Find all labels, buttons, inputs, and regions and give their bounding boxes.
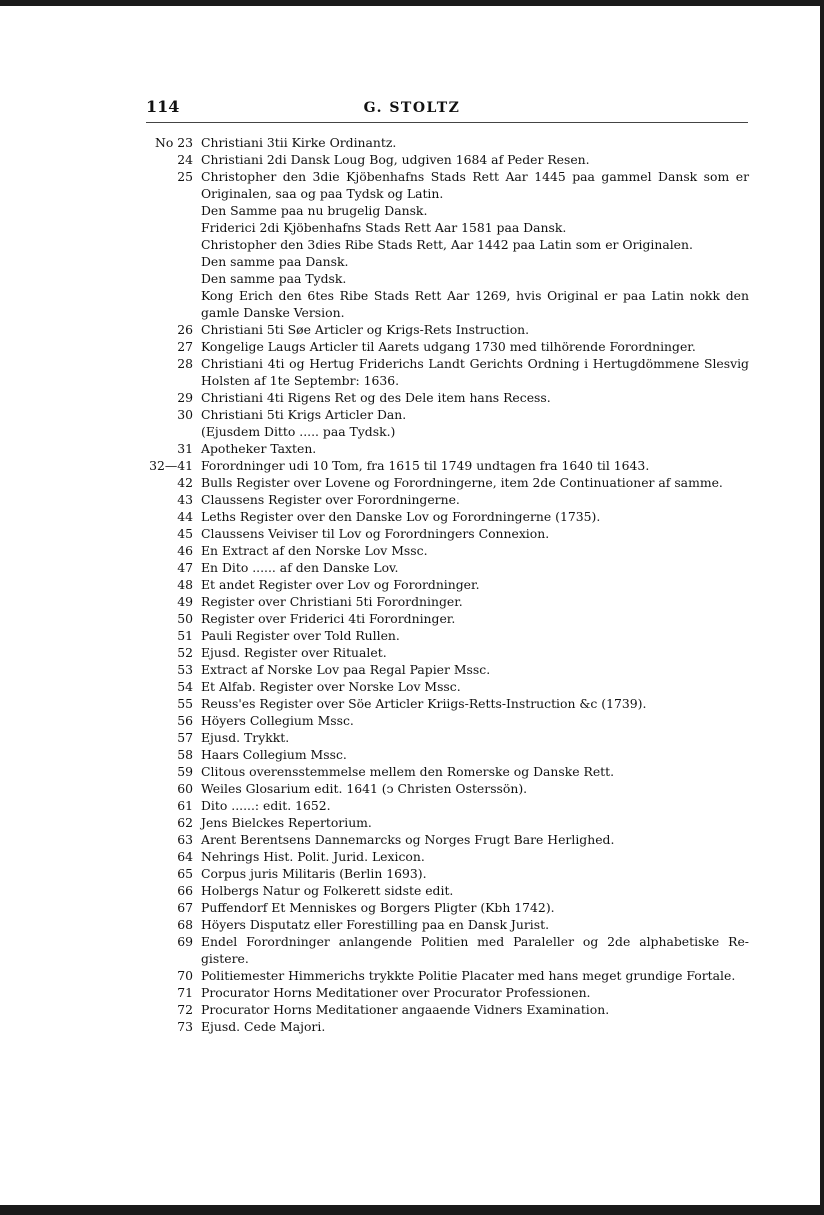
entry-text: Endel Forordninger anlangende Politien med Paraleller og 2de alphabetiske Re- bbox=[201, 934, 749, 949]
entry-text: Nehrings Hist. Polit. Jurid. Lexicon. bbox=[201, 849, 425, 864]
list-item bbox=[0, 355, 824, 372]
list-item bbox=[0, 440, 824, 457]
list-item bbox=[0, 542, 824, 559]
entry-text: Forordninger udi 10 Tom, fra 1615 til 1749 undtagen fra 1640 til 1643. bbox=[201, 458, 650, 473]
entry-number: 55 bbox=[177, 696, 193, 711]
list-item bbox=[0, 967, 824, 984]
entry-text: Procurator Horns Meditationer over Procurator Professionen. bbox=[201, 985, 591, 1000]
entry-list bbox=[0, 134, 824, 1035]
entry-text: Christiani 4ti Rigens Ret og des Dele item hans Recess. bbox=[201, 390, 551, 405]
entry-text: Haars Collegium Mssc. bbox=[201, 747, 347, 762]
entry-number: 73 bbox=[177, 1019, 193, 1034]
list-item bbox=[0, 984, 824, 1001]
entry-text: Friderici 2di Kjöbenhafns Stads Rett Aar 1581 paa Dansk. bbox=[201, 220, 567, 235]
list-item bbox=[0, 627, 824, 644]
entry-number: 28 bbox=[177, 356, 193, 371]
list-item bbox=[0, 610, 824, 627]
list-item bbox=[0, 831, 824, 848]
list-item bbox=[0, 916, 824, 933]
entry-number: 58 bbox=[177, 747, 193, 762]
entry-number: 45 bbox=[177, 526, 193, 541]
list-item bbox=[0, 321, 824, 338]
entry-text: Christiani 5ti Krigs Articler Dan. bbox=[201, 407, 407, 422]
entry-text: Christiani 5ti Søe Articler og Krigs-Rets Instruction. bbox=[201, 322, 530, 337]
list-item bbox=[0, 151, 824, 168]
entry-text: Christiani 3tii Kirke Ordinantz. bbox=[201, 135, 397, 150]
entry-number: 48 bbox=[177, 577, 193, 592]
scan-border-top bbox=[0, 0, 824, 6]
list-item bbox=[0, 185, 824, 202]
list-item bbox=[0, 168, 824, 185]
entry-text: Holbergs Natur og Folkerett sidste edit. bbox=[201, 883, 454, 898]
list-item bbox=[0, 338, 824, 355]
list-item bbox=[0, 219, 824, 236]
entry-text: Claussens Veiviser til Lov og Forordningers Connexion. bbox=[201, 526, 550, 541]
entry-number: 47 bbox=[177, 560, 193, 575]
list-item bbox=[0, 457, 824, 474]
entry-text: Claussens Register over Forordningerne. bbox=[201, 492, 460, 507]
entry-text: Reuss'es Register over Söe Articler Kriigs-Retts-Instruction &c (1739). bbox=[201, 696, 647, 711]
entry-text: Dito ......: edit. 1652. bbox=[201, 798, 331, 813]
entry-number: 69 bbox=[177, 934, 193, 949]
entry-text: Clitous overensstemmelse mellem den Romerske og Danske Rett. bbox=[201, 764, 615, 779]
list-item bbox=[0, 712, 824, 729]
entry-text: gistere. bbox=[201, 951, 249, 966]
entry-number: 24 bbox=[177, 152, 193, 167]
list-item bbox=[0, 1018, 824, 1035]
entry-number: 32—41 bbox=[149, 458, 193, 473]
entry-number: 61 bbox=[177, 798, 193, 813]
entry-text: Höyers Disputatz eller Forestilling paa en Dansk Jurist. bbox=[201, 917, 550, 932]
list-item bbox=[0, 695, 824, 712]
entry-text: (Ejusdem Ditto ..... paa Tydsk.) bbox=[201, 424, 396, 439]
entry-number: 25 bbox=[177, 169, 193, 184]
list-item bbox=[0, 780, 824, 797]
list-item bbox=[0, 814, 824, 831]
list-item bbox=[0, 882, 824, 899]
list-item bbox=[0, 950, 824, 967]
list-item bbox=[0, 797, 824, 814]
entry-text: Christiani 4ti og Hertug Friderichs Landt Gerichts Ordning i Hertugdömmene Slesvig bbox=[201, 356, 749, 371]
list-item bbox=[0, 202, 824, 219]
entry-number: 62 bbox=[177, 815, 193, 830]
entry-number: 46 bbox=[177, 543, 193, 558]
list-item bbox=[0, 763, 824, 780]
page-number: 114 bbox=[146, 97, 180, 116]
entry-text: Procurator Horns Meditationer angaaende Vidners Examination. bbox=[201, 1002, 610, 1017]
entry-text: Ejusd. Register over Ritualet. bbox=[201, 645, 387, 660]
entry-text: Bulls Register over Lovene og Forordningerne, item 2de Continuationer af samme. bbox=[201, 475, 723, 490]
entry-text: Leths Register over den Danske Lov og Forordningerne (1735). bbox=[201, 509, 601, 524]
entry-number: 57 bbox=[177, 730, 193, 745]
entry-number: 71 bbox=[177, 985, 193, 1000]
entry-number: 67 bbox=[177, 900, 193, 915]
entry-number: 59 bbox=[177, 764, 193, 779]
list-item bbox=[0, 372, 824, 389]
entry-number: 56 bbox=[177, 713, 193, 728]
entry-text: En Dito ...... af den Danske Lov. bbox=[201, 560, 399, 575]
entry-text: Et andet Register over Lov og Forordninger. bbox=[201, 577, 480, 592]
entry-text: Arent Berentsens Dannemarcks og Norges Frugt Bare Herlighed. bbox=[201, 832, 615, 847]
entry-text: Register over Friderici 4ti Forordninger. bbox=[201, 611, 456, 626]
entry-text: Den Samme paa nu brugelig Dansk. bbox=[201, 203, 428, 218]
entry-text: Politiemester Himmerichs trykkte Politie Placater med hans meget grundige Fortale. bbox=[201, 968, 736, 983]
list-item bbox=[0, 848, 824, 865]
entry-text: Apotheker Taxten. bbox=[201, 441, 317, 456]
scan-border-bottom bbox=[0, 1205, 824, 1215]
entry-number: 49 bbox=[177, 594, 193, 609]
entry-number: 43 bbox=[177, 492, 193, 507]
entry-text: Kongelige Laugs Articler til Aarets udgang 1730 med tilhörende Forordninger. bbox=[201, 339, 696, 354]
entry-text: Kong Erich den 6tes Ribe Stads Rett Aar 1269, hvis Original er paa Latin nokk den bbox=[201, 288, 749, 303]
list-item bbox=[0, 678, 824, 695]
entry-number: 65 bbox=[177, 866, 193, 881]
list-item bbox=[0, 729, 824, 746]
list-item bbox=[0, 270, 824, 287]
entry-text: Christiani 2di Dansk Loug Bog, udgiven 1684 af Peder Resen. bbox=[201, 152, 590, 167]
entry-number: 64 bbox=[177, 849, 193, 864]
entry-number: 60 bbox=[177, 781, 193, 796]
entry-number: 63 bbox=[177, 832, 193, 847]
entry-text: Ejusd. Trykkt. bbox=[201, 730, 290, 745]
entry-number: 31 bbox=[177, 441, 193, 456]
list-item bbox=[0, 508, 824, 525]
header-rule bbox=[146, 122, 748, 123]
entry-text: Weiles Glosarium edit. 1641 (ↄ Christen Osterssön). bbox=[201, 781, 528, 796]
entry-text: Pauli Register over Told Rullen. bbox=[201, 628, 400, 643]
list-item bbox=[0, 253, 824, 270]
entry-number: 70 bbox=[177, 968, 193, 983]
list-item bbox=[0, 865, 824, 882]
entry-number: 66 bbox=[177, 883, 193, 898]
entry-number: No 23 bbox=[154, 135, 193, 150]
entry-text: Ejusd. Cede Majori. bbox=[201, 1019, 326, 1034]
entry-number: 30 bbox=[177, 407, 193, 422]
list-item bbox=[0, 644, 824, 661]
entry-text: Christopher den 3dies Ribe Stads Rett, Aar 1442 paa Latin som er Originalen. bbox=[201, 237, 693, 252]
entry-text: Et Alfab. Register over Norske Lov Mssc. bbox=[201, 679, 461, 694]
entry-text: Register over Christiani 5ti Forordninger. bbox=[201, 594, 463, 609]
list-item bbox=[0, 559, 824, 576]
entry-number: 54 bbox=[177, 679, 193, 694]
entry-text: gamle Danske Version. bbox=[201, 305, 345, 320]
list-item bbox=[0, 287, 824, 304]
entry-text: Höyers Collegium Mssc. bbox=[201, 713, 354, 728]
list-item bbox=[0, 491, 824, 508]
list-item bbox=[0, 525, 824, 542]
entry-number: 27 bbox=[177, 339, 193, 354]
entry-text: Extract af Norske Lov paa Regal Papier Mssc. bbox=[201, 662, 491, 677]
list-item bbox=[0, 899, 824, 916]
entry-text: Jens Bielckes Repertorium. bbox=[201, 815, 372, 830]
entry-number: 26 bbox=[177, 322, 193, 337]
entry-number: 68 bbox=[177, 917, 193, 932]
entry-text: Holsten af 1te Septembr: 1636. bbox=[201, 373, 400, 388]
entry-text: Puffendorf Et Menniskes og Borgers Pligter (Kbh 1742). bbox=[201, 900, 555, 915]
list-item bbox=[0, 661, 824, 678]
list-item bbox=[0, 406, 824, 423]
list-item bbox=[0, 746, 824, 763]
entry-number: 29 bbox=[177, 390, 193, 405]
list-item bbox=[0, 389, 824, 406]
list-item bbox=[0, 933, 824, 950]
list-item bbox=[0, 1001, 824, 1018]
entry-number: 72 bbox=[177, 1002, 193, 1017]
entry-number: 52 bbox=[177, 645, 193, 660]
entry-number: 51 bbox=[177, 628, 193, 643]
list-item bbox=[0, 576, 824, 593]
entry-text: Corpus juris Militaris (Berlin 1693). bbox=[201, 866, 427, 881]
running-head: G. STOLTZ bbox=[363, 100, 461, 116]
entry-number: 44 bbox=[177, 509, 193, 524]
list-item bbox=[0, 593, 824, 610]
entry-text: Den samme paa Tydsk. bbox=[201, 271, 347, 286]
entry-text: En Extract af den Norske Lov Mssc. bbox=[201, 543, 428, 558]
list-item bbox=[0, 304, 824, 321]
list-item bbox=[0, 134, 824, 151]
entry-number: 50 bbox=[177, 611, 193, 626]
entry-number: 53 bbox=[177, 662, 193, 677]
entry-text: Den samme paa Dansk. bbox=[201, 254, 349, 269]
entry-number: 42 bbox=[177, 475, 193, 490]
entry-text: Originalen, saa og paa Tydsk og Latin. bbox=[201, 186, 444, 201]
list-item bbox=[0, 236, 824, 253]
list-item bbox=[0, 474, 824, 491]
entry-text: Christopher den 3die Kjöbenhafns Stads Rett Aar 1445 paa gammel Dansk som er bbox=[201, 169, 749, 184]
list-item bbox=[0, 423, 824, 440]
